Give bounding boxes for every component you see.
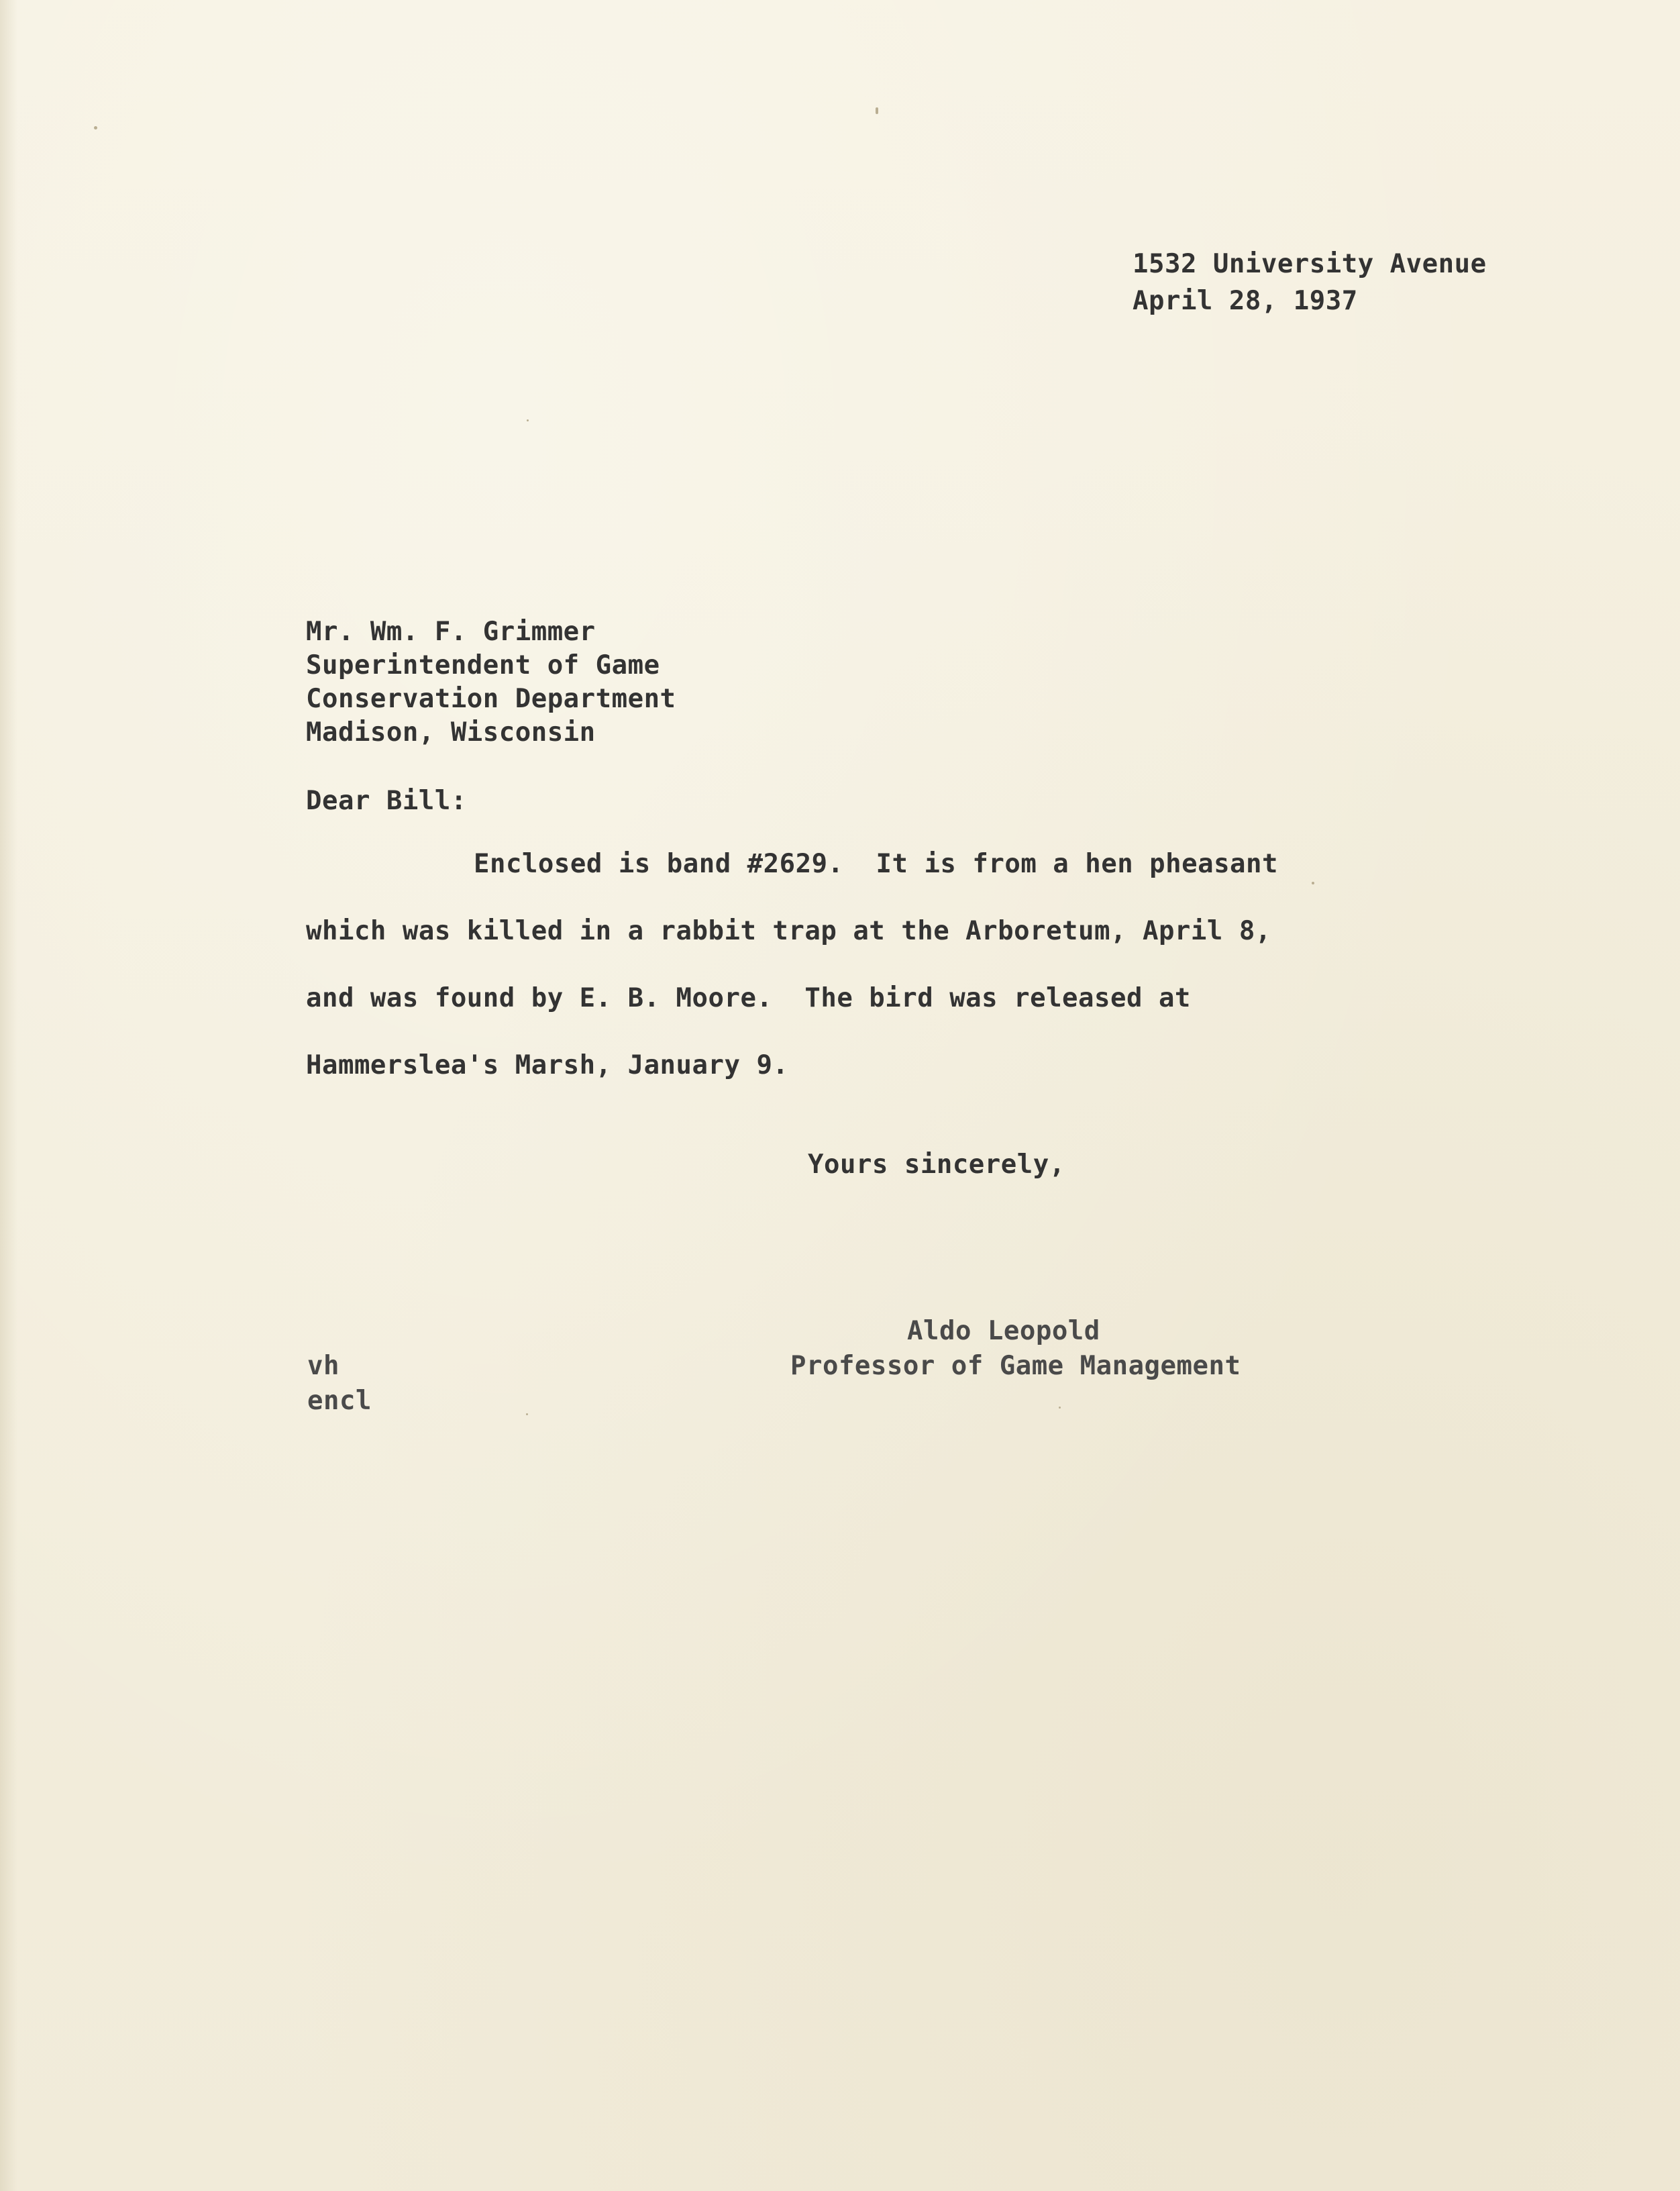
body-line-4: Hammerslea's Marsh, January 9. xyxy=(306,1050,789,1080)
recipient-department: Conservation Department xyxy=(306,684,676,714)
sender-address: 1532 University Avenue xyxy=(1133,249,1487,279)
recipient-title: Superintendent of Game xyxy=(306,650,660,680)
paper-speck xyxy=(876,107,878,114)
paper-speck xyxy=(94,126,97,130)
paper-speck xyxy=(526,1413,528,1415)
signature-title: Professor of Game Management xyxy=(790,1351,1241,1381)
body-line-2: which was killed in a rabbit trap at the Arboretum, April 8, xyxy=(306,916,1271,946)
paper-speck xyxy=(1312,882,1314,884)
paper-speck xyxy=(1059,1407,1061,1409)
body-line-3: and was found by E. B. Moore. The bird was released at xyxy=(306,983,1191,1013)
signature-name: Aldo Leopold xyxy=(907,1316,1100,1346)
typist-initials: vh xyxy=(307,1351,339,1381)
paper-speck xyxy=(527,419,529,421)
paper-edge-shadow xyxy=(0,0,17,2191)
body-line-1: Enclosed is band #2629. It is from a hen pheasant xyxy=(474,849,1278,879)
salutation: Dear Bill: xyxy=(306,786,467,816)
enclosure-note: encl xyxy=(307,1386,372,1416)
closing: Yours sincerely, xyxy=(808,1150,1065,1180)
recipient-city: Madison, Wisconsin xyxy=(306,717,596,748)
recipient-name: Mr. Wm. F. Grimmer xyxy=(306,617,596,647)
letter-date: April 28, 1937 xyxy=(1133,286,1358,316)
